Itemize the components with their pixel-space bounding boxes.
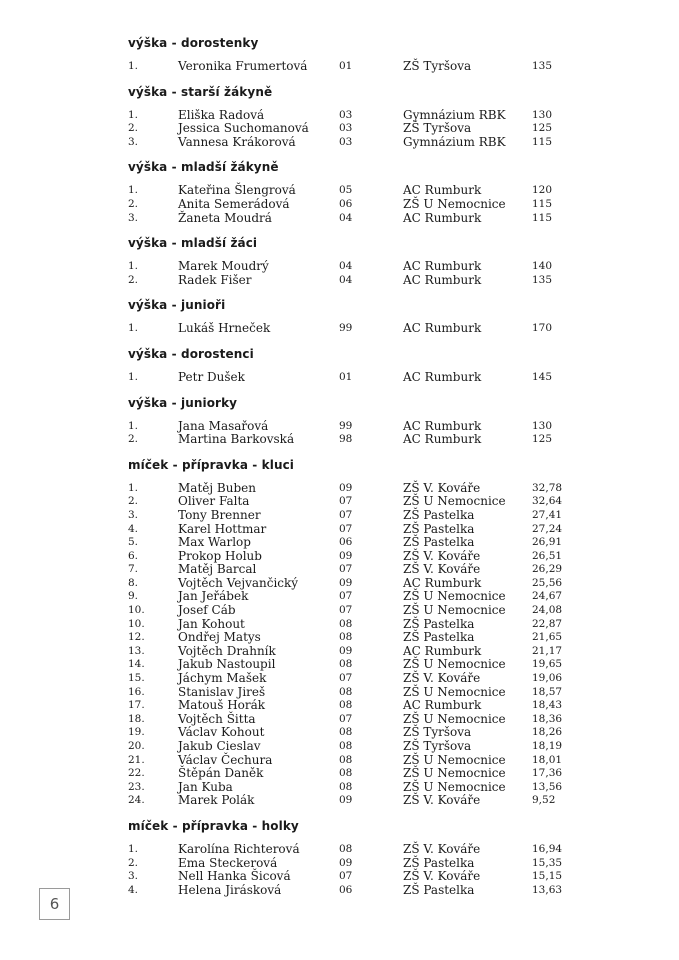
athlete-name: Štěpán Daněk <box>178 766 264 781</box>
rank-cell: 1. <box>128 419 139 432</box>
result-row <box>128 122 658 136</box>
result-value: 26,29 <box>532 563 563 576</box>
birth-year: 04 <box>339 211 353 224</box>
result-value: 130 <box>532 108 553 121</box>
rank-cell: 2. <box>128 856 139 869</box>
result-value: 24,67 <box>532 590 563 603</box>
results-list <box>128 843 658 897</box>
rank-cell: 2. <box>128 433 139 446</box>
club-name: AC Rumburk <box>403 272 482 287</box>
result-row <box>128 884 658 898</box>
result-value: 24,08 <box>532 604 563 617</box>
section-heading: výška - starší žákyně <box>128 84 273 99</box>
results-section <box>128 83 658 150</box>
birth-year: 01 <box>339 370 353 383</box>
result-value: 22,87 <box>532 617 563 630</box>
results-section <box>128 234 658 287</box>
athlete-name: Vannesa Krákorová <box>178 134 296 149</box>
club-name: ZŠ V. Kováře <box>403 869 481 884</box>
result-row <box>128 794 658 808</box>
result-value: 130 <box>532 419 553 432</box>
results-section <box>128 158 658 225</box>
athlete-name: Matěj Barcal <box>178 562 257 577</box>
athlete-name: Anita Semerádová <box>178 196 290 211</box>
result-value: 18,01 <box>532 753 563 766</box>
club-name: ZŠ V. Kováře <box>403 793 481 808</box>
result-row <box>128 495 658 509</box>
athlete-name: Stanislav Jireš <box>178 684 266 699</box>
club-name: ZŠ V. Kováře <box>403 480 481 495</box>
section-heading: výška - juniorky <box>128 395 238 410</box>
result-value: 145 <box>532 370 553 383</box>
result-row <box>128 604 658 618</box>
result-row <box>128 672 658 686</box>
athlete-name: Veronika Frumertová <box>178 59 308 73</box>
rank-cell: 7. <box>128 563 139 576</box>
birth-year: 08 <box>339 617 353 630</box>
birth-year: 04 <box>339 260 353 273</box>
athlete-name: Oliver Falta <box>178 494 250 509</box>
results-section <box>128 34 658 74</box>
birth-year: 07 <box>339 495 353 508</box>
athlete-name: Jan Kuba <box>178 779 233 794</box>
result-row <box>128 509 658 523</box>
results-section <box>128 456 658 808</box>
rank-cell: 10. <box>128 604 145 617</box>
birth-year: 07 <box>339 712 353 725</box>
section-heading: míček - přípravka - holky <box>128 818 299 833</box>
club-name: ZŠ V. Kováře <box>403 548 481 563</box>
club-name: ZŠ U Nemocnice <box>403 752 506 767</box>
birth-year: 08 <box>339 753 353 766</box>
rank-cell: 18. <box>128 712 145 725</box>
birth-year: 09 <box>339 856 353 869</box>
club-name: ZŠ U Nemocnice <box>403 196 506 211</box>
result-value: 21,17 <box>532 644 563 657</box>
rank-cell: 22. <box>128 767 145 780</box>
rank-cell: 24. <box>128 794 145 807</box>
rank-cell: 8. <box>128 576 139 589</box>
section-heading: výška - mladší žáci <box>128 236 258 251</box>
athlete-name: Jana Masařová <box>178 418 269 433</box>
club-name: ZŠ Tyršova <box>403 725 472 740</box>
result-value: 16,94 <box>532 842 563 855</box>
rank-cell: 2. <box>128 495 139 508</box>
results-section <box>128 394 658 447</box>
results-section <box>128 296 658 336</box>
result-value: 9,52 <box>532 794 556 807</box>
result-value: 18,26 <box>532 726 563 739</box>
result-value: 125 <box>532 122 553 135</box>
page-number: 6 <box>39 888 70 920</box>
result-row <box>128 322 658 336</box>
result-row <box>128 198 658 212</box>
birth-year: 07 <box>339 522 353 535</box>
result-row <box>128 60 658 74</box>
club-name: ZŠ V. Kováře <box>403 841 481 856</box>
rank-cell: 15. <box>128 672 145 685</box>
club-name: ZŠ Pastelka <box>403 882 475 897</box>
birth-year: 09 <box>339 549 353 562</box>
rank-cell: 14. <box>128 658 145 671</box>
rank-cell: 19. <box>128 726 145 739</box>
athlete-name: Nell Hanka Šicová <box>178 869 291 884</box>
result-row <box>128 767 658 781</box>
results-list <box>128 60 658 74</box>
club-name: ZŠ U Nemocnice <box>403 603 506 618</box>
athlete-name: Ema Steckerová <box>178 855 278 870</box>
athlete-name: Jáchym Mašek <box>178 671 267 686</box>
club-name: AC Rumburk <box>403 575 482 590</box>
birth-year: 09 <box>339 576 353 589</box>
result-value: 15,15 <box>532 870 563 883</box>
result-value: 26,91 <box>532 536 563 549</box>
result-value: 18,43 <box>532 699 563 712</box>
athlete-name: Jakub Cieslav <box>178 739 261 753</box>
result-value: 115 <box>532 211 553 224</box>
result-value: 125 <box>532 433 553 446</box>
athlete-name: Jan Kohout <box>178 616 245 631</box>
athlete-name: Jessica Suchomanová <box>178 121 309 136</box>
athlete-name: Vojtěch Drahník <box>178 643 276 658</box>
result-value: 19,65 <box>532 658 563 671</box>
athlete-name: Ondřej Matys <box>178 630 261 645</box>
result-value: 170 <box>532 322 553 335</box>
result-value: 120 <box>532 184 553 197</box>
results-list <box>128 260 658 287</box>
rank-cell: 23. <box>128 780 145 793</box>
result-value: 140 <box>532 260 553 273</box>
club-name: ZŠ Pastelka <box>403 535 475 550</box>
result-row <box>128 590 658 604</box>
rank-cell: 1. <box>128 322 139 335</box>
rank-cell: 3. <box>128 508 139 521</box>
birth-year: 08 <box>339 658 353 671</box>
results-document <box>128 34 658 906</box>
club-name: ZŠ U Nemocnice <box>403 589 506 604</box>
athlete-name: Helena Jirásková <box>178 882 282 897</box>
birth-year: 09 <box>339 644 353 657</box>
rank-cell: 2. <box>128 197 139 210</box>
athlete-name: Eliška Radová <box>178 107 265 122</box>
club-name: ZŠ Pastelka <box>403 855 475 870</box>
athlete-name: Karolína Richterová <box>178 841 300 856</box>
club-name: AC Rumburk <box>403 259 482 274</box>
birth-year: 07 <box>339 604 353 617</box>
club-name: ZŠ U Nemocnice <box>403 657 506 672</box>
birth-year: 07 <box>339 870 353 883</box>
result-value: 21,65 <box>532 631 563 644</box>
birth-year: 03 <box>339 122 353 135</box>
club-name: ZŠ V. Kováře <box>403 562 481 577</box>
result-row <box>128 631 658 645</box>
birth-year: 08 <box>339 685 353 698</box>
club-name: ZŠ U Nemocnice <box>403 779 506 794</box>
result-row <box>128 184 658 198</box>
result-row <box>128 618 658 632</box>
birth-year: 08 <box>339 726 353 739</box>
results-list <box>128 322 658 336</box>
birth-year: 09 <box>339 481 353 494</box>
rank-cell: 16. <box>128 685 145 698</box>
athlete-name: Karel Hottmar <box>178 521 267 536</box>
athlete-name: Prokop Holub <box>178 548 262 563</box>
result-value: 18,57 <box>532 685 563 698</box>
result-value: 15,35 <box>532 856 563 869</box>
rank-cell: 4. <box>128 883 139 896</box>
result-row <box>128 136 658 150</box>
result-value: 135 <box>532 60 553 72</box>
result-row <box>128 645 658 659</box>
athlete-name: Kateřina Šlengrová <box>178 183 296 198</box>
club-name: ZŠ Tyršova <box>403 739 472 753</box>
club-name: ZŠ Pastelka <box>403 507 475 522</box>
result-row <box>128 212 658 226</box>
result-value: 135 <box>532 273 553 286</box>
result-row <box>128 109 658 123</box>
result-value: 13,63 <box>532 883 563 896</box>
rank-cell: 1. <box>128 108 139 121</box>
club-name: ZŠ V. Kováře <box>403 671 481 686</box>
athlete-name: Petr Dušek <box>178 369 245 384</box>
athlete-name: Tony Brenner <box>178 507 261 522</box>
section-heading: výška - dorostenky <box>128 36 259 50</box>
athlete-name: Matěj Buben <box>178 480 256 495</box>
rank-cell: 1. <box>128 370 139 383</box>
club-name: AC Rumburk <box>403 369 482 384</box>
club-name: ZŠ U Nemocnice <box>403 494 506 509</box>
result-value: 27,24 <box>532 522 563 535</box>
athlete-name: Marek Moudrý <box>178 259 269 274</box>
result-row <box>128 371 658 385</box>
rank-cell: 20. <box>128 740 145 752</box>
rank-cell: 3. <box>128 211 139 224</box>
club-name: AC Rumburk <box>403 418 482 433</box>
rank-cell: 1. <box>128 60 139 72</box>
result-row <box>128 260 658 274</box>
rank-cell: 13. <box>128 644 145 657</box>
rank-cell: 2. <box>128 273 139 286</box>
result-row <box>128 550 658 564</box>
rank-cell: 9. <box>128 590 139 603</box>
result-row <box>128 699 658 713</box>
club-name: AC Rumburk <box>403 643 482 658</box>
birth-year: 04 <box>339 273 353 286</box>
result-value: 32,64 <box>532 495 563 508</box>
birth-year: 06 <box>339 197 353 210</box>
club-name: Gymnázium RBK <box>403 134 506 149</box>
birth-year: 08 <box>339 767 353 780</box>
result-row <box>128 420 658 434</box>
rank-cell: 1. <box>128 481 139 494</box>
rank-cell: 1. <box>128 842 139 855</box>
results-list <box>128 184 658 225</box>
athlete-name: Radek Fišer <box>178 272 252 287</box>
result-value: 18,19 <box>532 740 563 752</box>
athlete-name: Václav Čechura <box>178 752 273 767</box>
result-value: 32,78 <box>532 481 563 494</box>
results-section <box>128 345 658 385</box>
club-name: AC Rumburk <box>403 321 482 336</box>
club-name: Gymnázium RBK <box>403 107 506 122</box>
birth-year: 09 <box>339 794 353 807</box>
club-name: ZŠ Pastelka <box>403 616 475 631</box>
rank-cell: 2. <box>128 122 139 135</box>
athlete-name: Vojtěch Vejvančický <box>178 575 299 590</box>
result-row <box>128 781 658 795</box>
birth-year: 99 <box>339 419 353 432</box>
club-name: AC Rumburk <box>403 432 482 447</box>
athlete-name: Marek Polák <box>178 793 255 808</box>
result-row <box>128 740 658 754</box>
result-row <box>128 870 658 884</box>
club-name: AC Rumburk <box>403 698 482 713</box>
rank-cell: 3. <box>128 135 139 148</box>
birth-year: 07 <box>339 590 353 603</box>
athlete-name: Matouš Horák <box>178 698 266 713</box>
rank-cell: 1. <box>128 184 139 197</box>
birth-year: 01 <box>339 60 353 72</box>
result-value: 115 <box>532 197 553 210</box>
result-row <box>128 523 658 537</box>
birth-year: 07 <box>339 508 353 521</box>
result-row <box>128 686 658 700</box>
club-name: ZŠ U Nemocnice <box>403 766 506 781</box>
result-row <box>128 563 658 577</box>
birth-year: 07 <box>339 672 353 685</box>
result-row <box>128 726 658 740</box>
club-name: ZŠ Tyršova <box>403 59 472 73</box>
result-value: 13,56 <box>532 780 563 793</box>
result-value: 17,36 <box>532 767 563 780</box>
rank-cell: 10. <box>128 617 145 630</box>
birth-year: 03 <box>339 108 353 121</box>
results-list <box>128 371 658 385</box>
athlete-name: Vojtěch Šitta <box>178 711 256 726</box>
section-heading: míček - přípravka - kluci <box>128 457 295 472</box>
rank-cell: 4. <box>128 522 139 535</box>
result-value: 19,06 <box>532 672 563 685</box>
rank-cell: 21. <box>128 753 145 766</box>
athlete-name: Václav Kohout <box>178 725 265 740</box>
athlete-name: Jan Jeřábek <box>178 589 249 604</box>
result-row <box>128 577 658 591</box>
result-row <box>128 274 658 288</box>
club-name: ZŠ U Nemocnice <box>403 684 506 699</box>
section-heading: výška - junioři <box>128 298 226 313</box>
rank-cell: 6. <box>128 549 139 562</box>
rank-cell: 17. <box>128 699 145 712</box>
athlete-name: Žaneta Moudrá <box>178 210 272 225</box>
athlete-name: Martina Barkovská <box>178 432 295 447</box>
birth-year: 08 <box>339 631 353 644</box>
result-row <box>128 658 658 672</box>
club-name: ZŠ Pastelka <box>403 630 475 645</box>
result-value: 26,51 <box>532 549 563 562</box>
birth-year: 06 <box>339 536 353 549</box>
rank-cell: 12. <box>128 631 145 644</box>
result-value: 27,41 <box>532 508 563 521</box>
rank-cell: 1. <box>128 260 139 273</box>
athlete-name: Max Warlop <box>178 535 251 550</box>
club-name: ZŠ Pastelka <box>403 521 475 536</box>
result-value: 25,56 <box>532 576 563 589</box>
results-section <box>128 817 658 897</box>
result-row <box>128 843 658 857</box>
result-row <box>128 713 658 727</box>
result-row <box>128 433 658 447</box>
club-name: AC Rumburk <box>403 210 482 225</box>
birth-year: 99 <box>339 322 353 335</box>
result-row <box>128 482 658 496</box>
birth-year: 08 <box>339 780 353 793</box>
birth-year: 08 <box>339 699 353 712</box>
birth-year: 98 <box>339 433 353 446</box>
club-name: AC Rumburk <box>403 183 482 198</box>
birth-year: 08 <box>339 740 353 752</box>
rank-cell: 3. <box>128 870 139 883</box>
result-value: 18,36 <box>532 712 563 725</box>
athlete-name: Josef Cáb <box>178 603 236 618</box>
results-list <box>128 109 658 150</box>
club-name: ZŠ U Nemocnice <box>403 711 506 726</box>
athlete-name: Jakub Nastoupil <box>178 657 276 672</box>
section-heading: výška - dorostenci <box>128 346 254 361</box>
birth-year: 08 <box>339 842 353 855</box>
rank-cell: 5. <box>128 536 139 549</box>
birth-year: 06 <box>339 883 353 896</box>
results-list <box>128 482 658 808</box>
birth-year: 05 <box>339 184 353 197</box>
results-list <box>128 420 658 447</box>
birth-year: 03 <box>339 135 353 148</box>
athlete-name: Lukáš Hrneček <box>178 321 271 336</box>
club-name: ZŠ Tyršova <box>403 121 472 136</box>
result-row <box>128 536 658 550</box>
result-value: 115 <box>532 135 553 148</box>
birth-year: 07 <box>339 563 353 576</box>
section-heading: výška - mladší žákyně <box>128 160 279 175</box>
